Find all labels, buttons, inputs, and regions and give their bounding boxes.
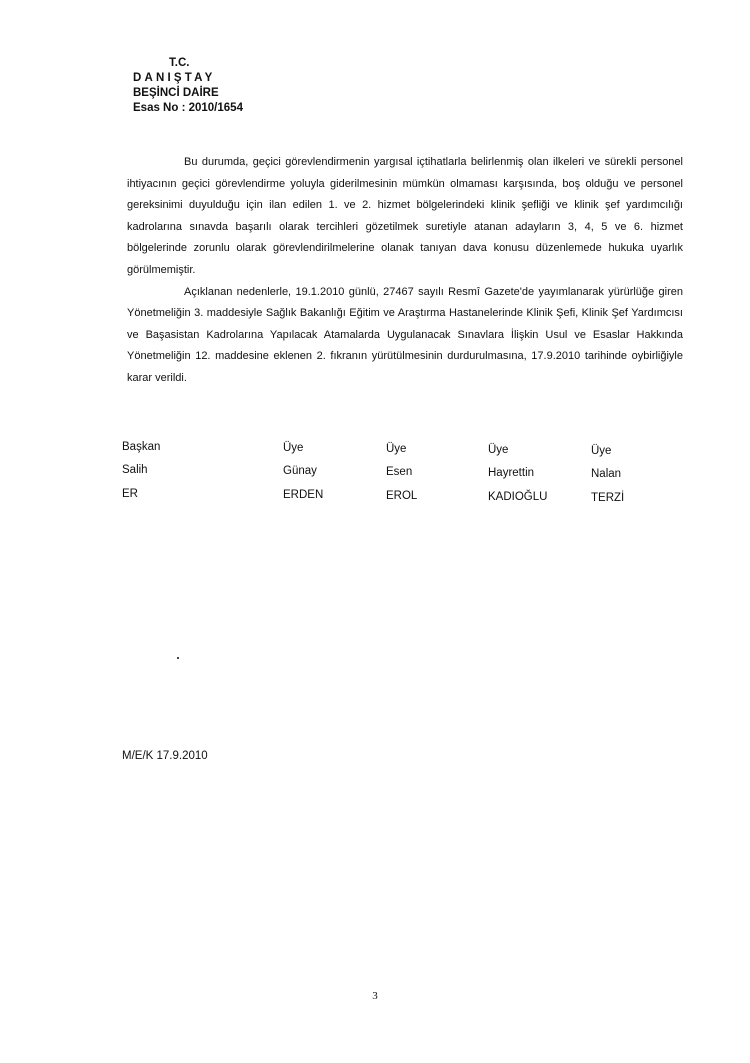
decision-body	[127, 152, 683, 390]
signatory-title: Üye	[488, 444, 509, 456]
signatory-title: Üye	[386, 443, 407, 455]
signatory-last-name: KADIOĞLU	[488, 491, 548, 503]
signatory-title: Başkan	[122, 441, 161, 453]
signatory-title: Üye	[283, 442, 304, 454]
scan-speck	[177, 657, 179, 659]
header-tc: T.C.	[169, 57, 190, 69]
signatory-last-name: EROL	[386, 490, 418, 502]
page-number: 3	[372, 990, 378, 1002]
signatory-first-name: Nalan	[591, 468, 622, 480]
signatory-first-name: Esen	[386, 466, 413, 478]
signatory-title: Üye	[591, 445, 612, 457]
paragraph-ruling: Açıklanan nedenlerle, 19.1.2010 günlü, 27467 sayılı Resmî Gazete'de yayımlanarak yürürlüğe giren Yönetmeliğin 3. maddesiyle Sağlık Bakanlığı Eğitim ve Araştırma Hastanelerinde Klinik Şefi, Klinik Şef Yardımcısı ve Başasistan Kadrolarına Yapılacak Atamalarda Uygulanacak Sınavlara İlişkin Usul ve Esaslar Hakkında Yönetmeliğin 12. maddesine eklenen 2. fıkranın yürütülmesinin durdurulmasına, 17.9.2010 tarihinde oybirliğiyle karar verildi.	[127, 285, 683, 384]
document-header	[133, 56, 243, 116]
signatory-last-name: TERZİ	[591, 492, 625, 504]
header-case-number: Esas No : 2010/1654	[133, 102, 243, 114]
signatory-last-name: ER	[122, 488, 138, 500]
header-court: DANIŞTAY	[133, 72, 216, 84]
signatory-first-name: Salih	[122, 464, 148, 476]
footer-code: M/E/K 17.9.2010	[122, 750, 208, 762]
signatory-first-name: Günay	[283, 465, 317, 477]
header-chamber: BEŞİNCİ DAİRE	[133, 87, 219, 99]
signatory-last-name: ERDEN	[283, 489, 324, 501]
signatory-first-name: Hayrettin	[488, 467, 535, 479]
paragraph-reasoning: Bu durumda, geçici görevlendirmenin yargısal içtihatlarla belirlenmiş olan ilkeleri ve sürekli personel ihtiyacının geçici görevlendirme yoluyla giderilmesinin mümkün olmaması karşısında, boş olduğu ve personel gereksinimi duyulduğu için ilan edilen 1. ve 2. hizmet bölgelerindeki klinik şefliği ve klinik şef yardımcılığı kadrolarına sınavda başarılı olarak tercihleri gözetilmek suretiyle atanan adayların 3, 4, 5 ve 6. hizmet bölgelerinde zorunlu olarak görevlendirilmelerine olanak tanıyan dava konusu düzenlemede hukuka uyarlık görülmemiştir.	[127, 156, 683, 276]
